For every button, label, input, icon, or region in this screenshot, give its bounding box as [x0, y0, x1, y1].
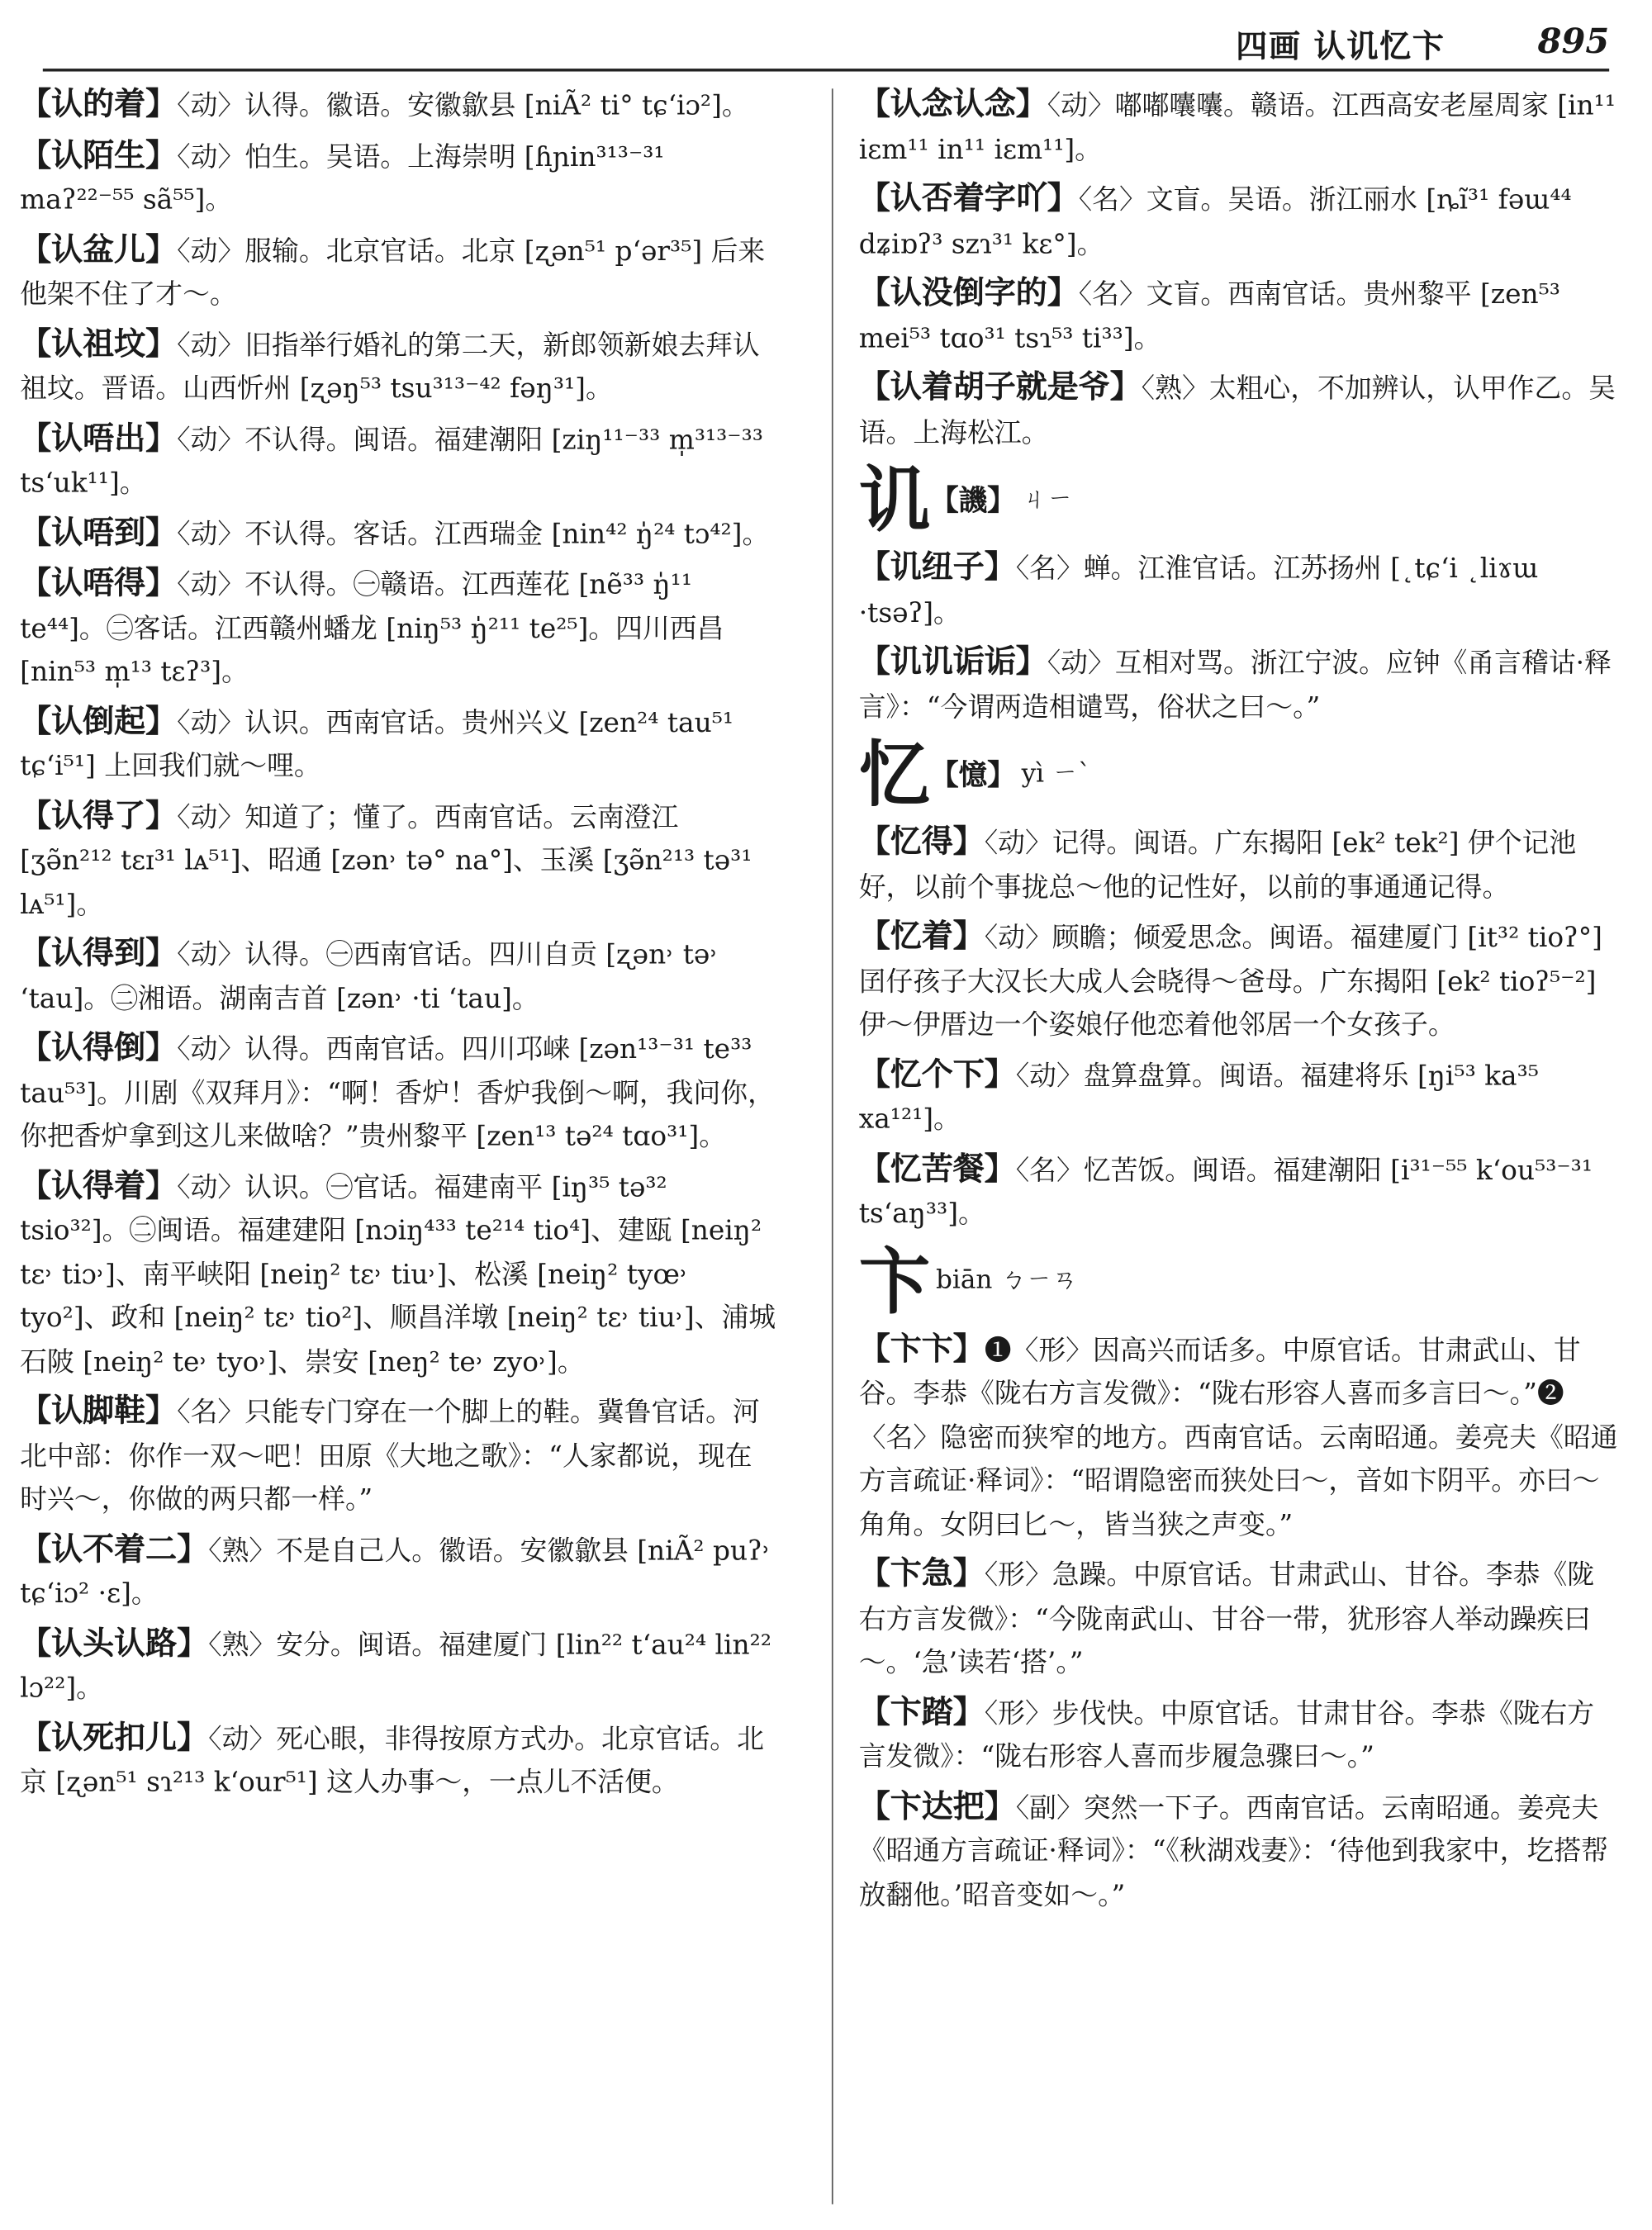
- dictionary-entry: [859, 1327, 1618, 1547]
- entries-bian: [859, 1327, 1618, 1917]
- header-rule: [43, 69, 1609, 71]
- entry-definition: 〈熟〉安分。闽语。福建厦门 [lin²² t‘au²⁴ lin²² lɔ²²]。: [20, 1629, 771, 1705]
- entry-definition: 〈动〉不认得。闽语。福建潮阳 [ziŋ¹¹⁻³³ m̩³¹³⁻³³ ts‘uk¹¹]。: [20, 424, 763, 500]
- dictionary-entry: [20, 134, 779, 222]
- dictionary-entry: [859, 178, 1618, 266]
- dictionary-entry: [859, 366, 1618, 454]
- entry-definition: ❶〈形〉因高兴而话多。中原官话。甘肃武山、甘谷。李恭《陇右方言发微》：“陇右形容人喜而多言曰～。”❷〈名〉隐密而狭窄的地方。西南官话。云南昭通。姜亮夫《昭通方言疏证·释词》：“昭谓隐密而狭处曰～，音如卞阴平。亦曰～角角。女阴曰匕～，皆当狭之声变。”: [858, 1334, 1618, 1540]
- entry-headword: 【认脚鞋】: [20, 1392, 178, 1430]
- headchar-ji-traditional: 【譏】: [930, 482, 1016, 518]
- entry-headword: 【卞达把】: [858, 1787, 1016, 1825]
- entry-headword: 【卞卞】: [858, 1330, 985, 1368]
- entry-definition: 〈动〉互相对骂。浙江宁波。应钟《甬言稽诂·释言》：“今谓两造相谴骂，俗状之曰～。”: [858, 648, 1612, 723]
- dictionary-entry: [859, 1147, 1618, 1236]
- dictionary-entry: [20, 228, 779, 316]
- entry-definition: 〈名〉文盲。西南官话。贵州黎平 [zen⁵³ mei⁵³ tɑo³¹ tsɿ⁵³ ti³³]。: [858, 278, 1560, 354]
- entry-headword: 【认得了】: [20, 796, 178, 834]
- entry-headword: 【认头认路】: [20, 1625, 209, 1663]
- entry-headword: 【认着胡子就是爷】: [858, 368, 1142, 406]
- headchar-bian-pronunciation: biān ㄅㄧㄢ: [935, 1265, 1078, 1296]
- entries-yi: [859, 820, 1618, 1236]
- entry-headword: 【认念认念】: [858, 85, 1047, 123]
- dictionary-entry: [20, 417, 779, 505]
- entry-definition: 〈形〉急躁。中原官话。甘肃武山、甘谷。李恭《陇右方言发微》：“今陇南武山、甘谷一带，犹形容人举动躁疾曰～。‘急’读若‘搭’。”: [858, 1559, 1595, 1678]
- dictionary-entry: [20, 83, 779, 128]
- entry-headword: 【认陌生】: [20, 136, 178, 174]
- headchar-ji: 讥: [858, 457, 931, 542]
- dictionary-entry: [859, 1553, 1618, 1685]
- entry-definition: 〈熟〉不是自己人。徽语。安徽歙县 [niÃ² puʔ˒ tɕ‘iɔ² ·ɛ]。: [20, 1534, 771, 1610]
- entry-definition: 〈熟〉太粗心，不加辨认，认甲作乙。吴语。上海松江。: [858, 372, 1616, 448]
- headchar-bian-block: [858, 1238, 1618, 1323]
- entry-headword: 【讥纽子】: [858, 548, 1016, 586]
- dictionary-entry: [859, 915, 1618, 1047]
- dictionary-entry: [859, 272, 1618, 360]
- entry-definition: 〈名〉文盲。吴语。浙江丽水 [ȵĩ³¹ fəɯ⁴⁴ dʑiɒʔ³ szɿ³¹ kɛ°]。: [858, 184, 1572, 260]
- dictionary-entry: [20, 1165, 779, 1384]
- page-number: 895: [1537, 20, 1610, 62]
- entry-headword: 【认祖坟】: [20, 325, 178, 363]
- entry-definition: 〈名〉只能专门穿在一个脚上的鞋。冀鲁官话。河北中部：你作一双～吧！田原《大地之歌》：“人家都说，现在时兴～，你做的两只都一样。”: [20, 1396, 760, 1516]
- headchar-yi-block: [858, 732, 1618, 817]
- dictionary-entry: [20, 322, 779, 410]
- entry-definition: 〈动〉嘟嘟囔囔。赣语。江西高安老屋周家 [in¹¹ iɛm¹¹ in¹¹ iɛm¹¹]。: [858, 90, 1616, 165]
- entry-definition: 〈动〉认识。㊀官话。福建南平 [iŋ³⁵ tə³² tsio³²]。㊁闽语。福建建阳 [nɔiŋ⁴³³ te²¹⁴ tio⁴]、建瓯 [neiŋ² tɛ˒ tiɔ˒]、南平峡阳 [neiŋ² tɛ˒ tiu˒]、松溪 [neiŋ² tyœ˒ tyo²]、政和 [neiŋ² tɛ˒ tio²]、顺昌洋墩 [neiŋ² tɛ˒ tiu˒]、浦城石陂 [neiŋ² te˒ tyo˒]、崇安 [neŋ² te˒ zyo˒]。: [20, 1171, 776, 1378]
- entry-definition: 〈动〉旧指举行婚礼的第二天，新郎领新娘去拜认祖坟。晋语。山西忻州 [ʐəŋ⁵³ tsu³¹³⁻⁴² fəŋ³¹]。: [20, 329, 760, 405]
- headchar-yi: 忆: [858, 732, 931, 817]
- column-divider: [832, 88, 833, 2204]
- dictionary-entry: [859, 1691, 1618, 1779]
- entries-ren-continued: [859, 83, 1618, 454]
- entry-headword: 【忆个下】: [858, 1056, 1016, 1094]
- dictionary-entry: [859, 640, 1618, 728]
- entry-headword: 【卞急】: [858, 1555, 985, 1593]
- entry-headword: 【认盆儿】: [20, 230, 178, 268]
- entry-definition: 〈形〉步伐快。中原官话。甘肃甘谷。李恭《陇右方言发微》：“陇右形容人喜而步履急骤曰～。”: [858, 1697, 1595, 1773]
- dictionary-entry: [20, 1389, 779, 1521]
- dictionary-entry: [20, 1527, 779, 1616]
- entry-headword: 【认的着】: [20, 85, 178, 123]
- entry-definition: 〈动〉盘算盘算。闽语。福建将乐 [ŋi⁵³ ka³⁵ xa¹²¹]。: [858, 1060, 1539, 1136]
- entry-definition: 〈名〉忆苦饭。闽语。福建潮阳 [i³¹⁻⁵⁵ k‘ou⁵³⁻³¹ ts‘aŋ³³]。: [858, 1154, 1593, 1230]
- entry-definition: 〈动〉怕生。吴语。上海崇明 [ɦɲin³¹³⁻³¹ maʔ²²⁻⁵⁵ sã⁵⁵]。: [20, 140, 665, 216]
- dictionary-entry: [859, 820, 1618, 909]
- dictionary-entry: [20, 932, 779, 1020]
- entry-definition: 〈动〉知道了；懂了。西南官话。云南澄江 [ʒə̃n²¹² tɛɪ³¹ lᴀ⁵¹]、昭通 [zən˒ tə° na°]、玉溪 [ʒə̃n²¹³ tə³¹ lᴀ⁵¹]。: [20, 801, 752, 920]
- running-title: 四画 认讥忆卞: [1236, 28, 1446, 66]
- entry-headword: 【认死扣儿】: [20, 1719, 209, 1757]
- entry-headword: 【认唔到】: [20, 514, 178, 552]
- entry-headword: 【忆得】: [858, 823, 985, 861]
- entry-headword: 【忆着】: [858, 918, 985, 956]
- entry-definition: 〈名〉蝉。江淮官话。江苏扬州 [˛tɕ‘i ˛liɤɯ ·tsəʔ]。: [858, 553, 1539, 629]
- entry-definition: 〈动〉认得。西南官话。四川邛崃 [zən¹³⁻³¹ te³³ tau⁵³]。川剧《双拜月》：“啊！香炉！香炉我倒～啊，我问你，你把香炉拿到这儿来做啥？”贵州黎平 [zen¹³ tə²⁴ tɑo³¹]。: [20, 1033, 775, 1152]
- entry-definition: 〈副〉突然一下子。西南官话。云南昭通。姜亮夫《昭通方言疏证·释词》：“《秋湖戏妻》：‘待他到我家中，圪搭帮放翻他。’昭音变如～。”: [858, 1791, 1608, 1911]
- entry-headword: 【认唔出】: [20, 419, 178, 457]
- entry-definition: 〈动〉记得。闽语。广东揭阳 [ek² tek²] 伊个记池好，以前个事拢总～他的记性好，以前的事通通记得。: [858, 828, 1577, 903]
- entry-definition: 〈动〉死心眼，非得按原方式办。北京官话。北京 [ʐən⁵¹ sɿ²¹³ k‘our⁵¹] 这人办事～，一点儿不活便。: [20, 1723, 764, 1799]
- right-column: [859, 83, 1618, 1923]
- dictionary-entry: [20, 562, 779, 694]
- entry-headword: 【认没倒字的】: [858, 274, 1079, 312]
- entry-definition: 〈动〉顾瞻；倾爱思念。闽语。福建厦门 [it³² tioʔ°] 囝仔孩子大汉长大成人会晓得～爸母。广东揭阳 [ek² tioʔ⁵⁻²] 伊～伊厝边一个姿娘仔他恋着他邻居一个女孩子。: [858, 922, 1602, 1041]
- left-column: [20, 83, 779, 1810]
- dictionary-entry: [20, 1027, 779, 1159]
- entry-headword: 【认得到】: [20, 934, 178, 972]
- dictionary-entry: [20, 700, 779, 788]
- entry-definition: 〈动〉不认得。客话。江西瑞金 [nin⁴² ŋ̍²⁴ tɔ⁴²]。: [177, 518, 770, 550]
- headchar-yi-traditional: 【憶】: [930, 757, 1016, 792]
- dictionary-entry: [20, 511, 779, 557]
- entry-headword: 【认倒起】: [20, 702, 178, 740]
- headchar-yi-pronunciation: yì ㄧˋ: [1021, 758, 1091, 789]
- dictionary-entry: [859, 1053, 1618, 1141]
- entry-definition: 〈动〉认识。西南官话。贵州兴义 [zen²⁴ tau⁵¹ tɕ‘i⁵¹] 上回我们就～哩。: [20, 706, 734, 782]
- dictionary-entry: [20, 794, 779, 926]
- dictionary-entry: [859, 546, 1618, 634]
- dictionary-entry: [20, 1622, 779, 1710]
- entry-definition: 〈动〉服输。北京官话。北京 [ʐən⁵¹ p‘ər³⁵] 后来他架不住了才～。: [20, 235, 766, 311]
- headchar-ji-pronunciation: ㄐㄧ: [1021, 484, 1073, 515]
- entry-headword: 【忆苦餐】: [858, 1150, 1016, 1188]
- dictionary-entry: [859, 83, 1618, 171]
- page-header: [43, 17, 1609, 69]
- headchar-ji-block: [858, 457, 1618, 542]
- entry-headword: 【认得着】: [20, 1167, 178, 1205]
- entry-headword: 【认不着二】: [20, 1530, 209, 1568]
- entry-definition: 〈动〉认得。㊀西南官话。四川自贡 [ʐən˒ tə˒ ‘tau]。㊁湘语。湖南吉首 [zən˒ ·ti ‘tau]。: [20, 939, 719, 1014]
- entry-headword: 【认唔得】: [20, 564, 178, 602]
- entry-definition: 〈动〉不认得。㊀赣语。江西莲花 [nẽ³³ ŋ̍¹¹ te⁴⁴]。㊁客话。江西赣州蟠龙 [niŋ⁵³ ŋ̍²¹¹ te²⁵]。四川西昌 [nin⁵³ m̩¹³ tɛʔ³]。: [20, 568, 724, 688]
- entry-definition: 〈动〉认得。徽语。安徽歙县 [niÃ² ti° tɕ‘iɔ²]。: [177, 90, 749, 122]
- dictionary-entry: [859, 1785, 1618, 1917]
- entry-headword: 【卞踏】: [858, 1693, 985, 1731]
- dictionary-entry: [20, 1716, 779, 1805]
- entry-headword: 【认否着字吖】: [858, 180, 1079, 218]
- entry-headword: 【讥讥诟诟】: [858, 643, 1047, 681]
- headchar-bian: 卞: [858, 1238, 931, 1323]
- entries-ji: [859, 546, 1618, 729]
- entry-headword: 【认得倒】: [20, 1029, 178, 1067]
